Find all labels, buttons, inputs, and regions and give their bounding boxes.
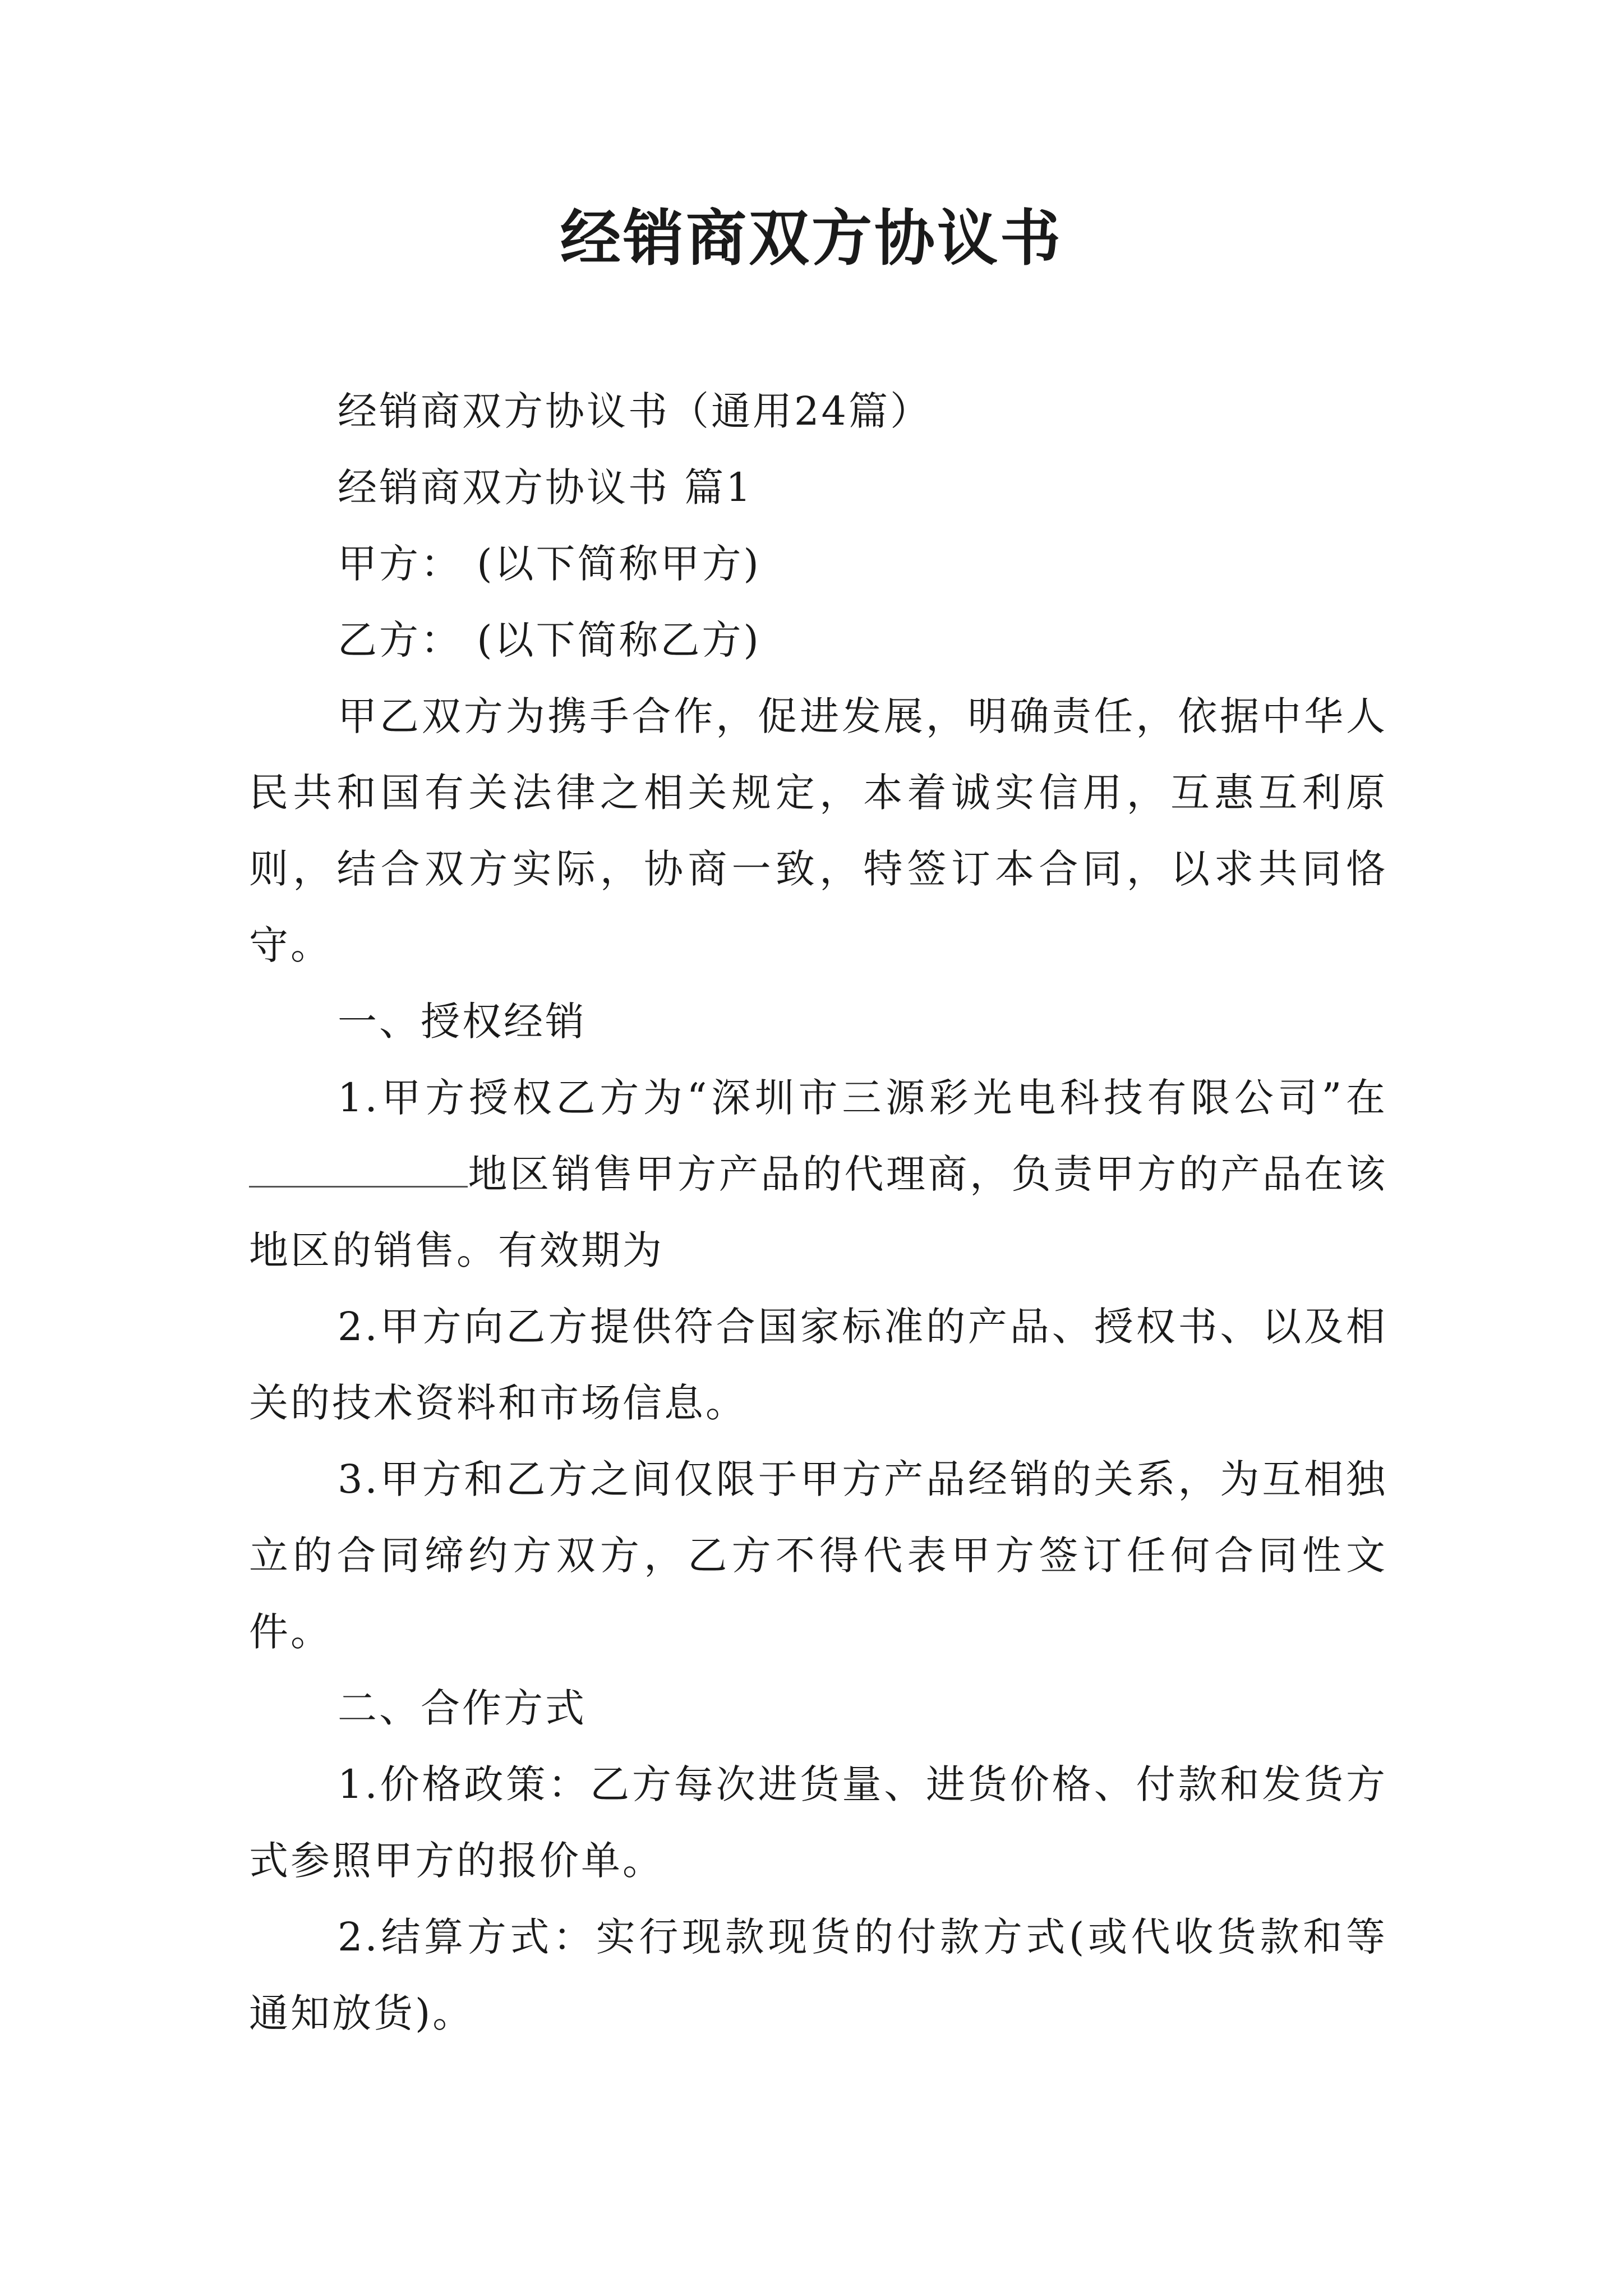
section1-item1-part1: 1.甲方授权乙方为“深圳市三源彩光电科技有限公司”在 [338,1075,1387,1121]
section1-item3: 3.甲方和乙方之间仅限于甲方产品经销的关系，为互相独立的合同缔约方双方，乙方不得代表甲方签订任何合同性文件。 [249,1456,1387,1655]
section2-heading: 二、合作方式 [338,1685,587,1731]
section1-item1-part2: 地区销售甲方产品的代理商，负责甲方的产品在该地区的销售。有效期为 [249,1151,1387,1273]
section2-item1: 1.价格政策：乙方每次进货量、进货价格、付款和发货方式参照甲方的报价单。 [249,1761,1387,1884]
section1-heading: 一、授权经销 [338,999,587,1045]
party-a-line: 甲方： (以下简称甲方) [338,541,761,587]
document-title: 经销商双方协议书 [560,203,1063,274]
part-heading: 经销商双方协议书 篇1 [338,464,753,510]
document-body [249,373,1387,2051]
region-blank-underline [249,1152,468,1188]
section2-item2: 2.结算方式：实行现款现货的付款方式(或代收货款和等通知放货)。 [249,1914,1387,2036]
document-subtitle: 经销商双方协议书（通用24篇） [338,388,932,434]
section1-item1 [249,1060,1387,1289]
section1-item2: 2.甲方向乙方提供符合国家标准的产品、授权书、以及相关的技术资料和市场信息。 [249,1304,1387,1426]
party-b-line: 乙方： (以下简称乙方) [338,617,761,663]
preamble-paragraph: 甲乙双方为携手合作，促进发展，明确责任，依据中华人民共和国有关法律之相关规定，本着诚实信用，互惠互利原则，结合双方实际，协商一致，特签订本合同，以求共同恪守。 [249,693,1387,968]
